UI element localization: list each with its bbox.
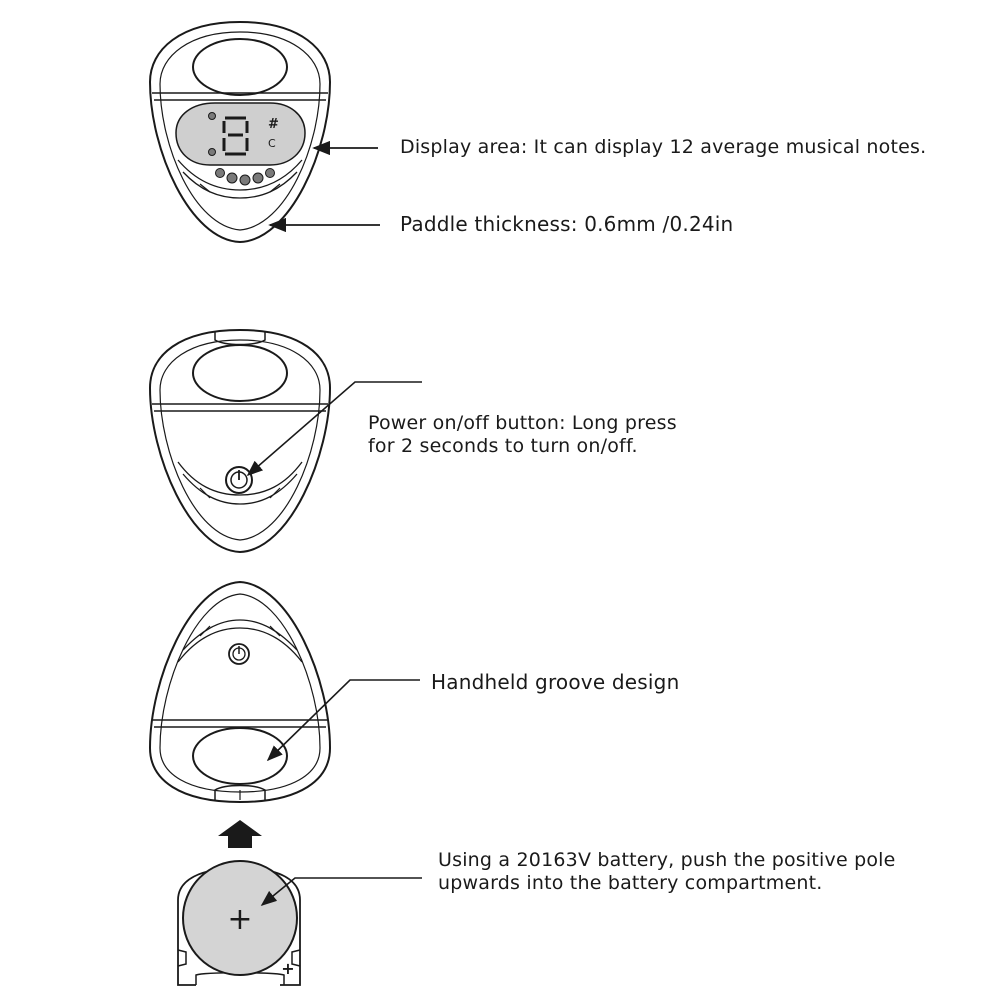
power-button-label — [368, 412, 677, 458]
pick-outline — [150, 582, 330, 802]
pick-groove-view — [150, 582, 330, 802]
battery-label-line2: upwards into the battery compartment. — [438, 872, 823, 894]
paddle-thickness-label: Paddle thickness: 0.6mm /0.24in — [400, 212, 734, 236]
battery-label-line1: Using a 20163V battery, push the positive pole — [438, 849, 896, 871]
insert-direction-arrow — [218, 820, 262, 848]
pick-back-power — [150, 330, 330, 552]
battery-corner-plus: + — [281, 959, 295, 978]
power-button-label-line2: for 2 seconds to turn on/off. — [368, 435, 638, 457]
pick-front-display — [150, 22, 330, 242]
groove-label: Handheld groove design — [431, 670, 680, 694]
power-button-label-line1: Power on/off button: Long press — [368, 412, 677, 434]
status-led-bottom — [209, 149, 216, 156]
status-led-top — [209, 113, 216, 120]
note-letter: C — [268, 137, 276, 150]
pick-outline — [150, 330, 330, 552]
display-area-label: Display area: It can display 12 average musical notes. — [400, 136, 927, 158]
grip-oval — [193, 39, 287, 95]
battery-center-plus: + — [227, 902, 253, 937]
battery-label — [438, 849, 896, 895]
grip-oval — [193, 345, 287, 401]
tuning-indicator-dots — [216, 169, 275, 186]
sharp-symbol: # — [268, 117, 279, 132]
